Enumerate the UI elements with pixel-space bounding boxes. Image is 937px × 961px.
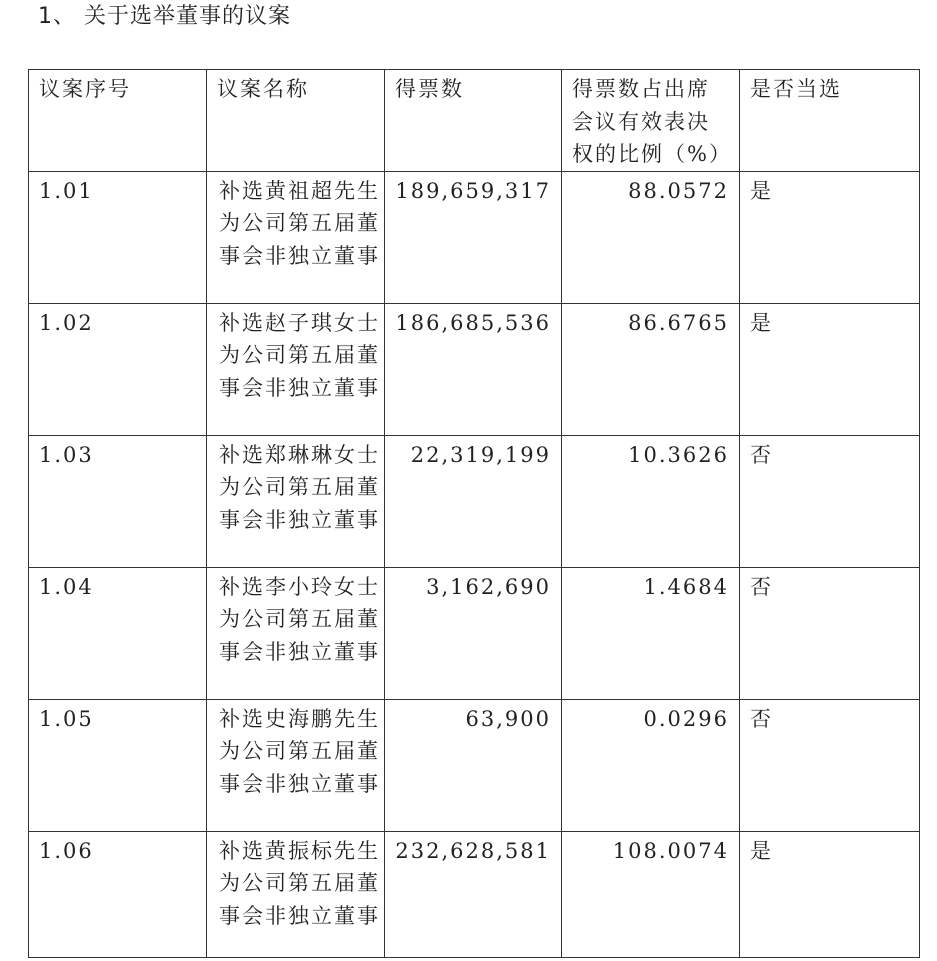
table-row [29,303,920,435]
election-results-table [28,69,920,958]
cell-elected: 是 [740,831,920,957]
cell-name: 补选郑琳琳女士为公司第五届董事会非独立董事 [207,435,385,567]
cell-votes: 3,162,690 [385,567,562,699]
table-row [29,567,920,699]
cell-name: 补选黄振标先生为公司第五届董事会非独立董事 [207,831,385,957]
cell-seq: 1.05 [29,699,207,831]
cell-elected: 是 [740,171,920,303]
cell-ratio: 86.6765 [562,303,740,435]
cell-seq: 1.04 [29,567,207,699]
cell-elected: 是 [740,303,920,435]
table-header-row [29,70,920,172]
cell-ratio: 1.4684 [562,567,740,699]
cell-ratio: 88.0572 [562,171,740,303]
cell-elected: 否 [740,435,920,567]
cell-votes: 186,685,536 [385,303,562,435]
cell-elected: 否 [740,699,920,831]
header-votes: 得票数 [385,70,562,172]
cell-name: 补选赵子琪女士为公司第五届董事会非独立董事 [207,303,385,435]
header-seq: 议案序号 [29,70,207,172]
section-number: 1、 [38,4,76,29]
cell-votes: 189,659,317 [385,171,562,303]
cell-elected: 否 [740,567,920,699]
cell-seq: 1.01 [29,171,207,303]
section-title: 关于选举董事的议案 [84,4,292,29]
cell-ratio: 108.0074 [562,831,740,957]
cell-name: 补选史海鹏先生为公司第五届董事会非独立董事 [207,699,385,831]
cell-votes: 22,319,199 [385,435,562,567]
cell-votes: 232,628,581 [385,831,562,957]
table-row [29,435,920,567]
cell-seq: 1.03 [29,435,207,567]
cell-name: 补选李小玲女士为公司第五届董事会非独立董事 [207,567,385,699]
cell-seq: 1.02 [29,303,207,435]
cell-ratio: 0.0296 [562,699,740,831]
header-name: 议案名称 [207,70,385,172]
section-heading [38,2,291,32]
table-row [29,171,920,303]
header-ratio: 得票数占出席会议有效表决权的比例（%） [562,70,740,172]
cell-votes: 63,900 [385,699,562,831]
header-elected: 是否当选 [740,70,920,172]
cell-seq: 1.06 [29,831,207,957]
table-row [29,699,920,831]
table-row [29,831,920,957]
cell-ratio: 10.3626 [562,435,740,567]
cell-name: 补选黄祖超先生为公司第五届董事会非独立董事 [207,171,385,303]
